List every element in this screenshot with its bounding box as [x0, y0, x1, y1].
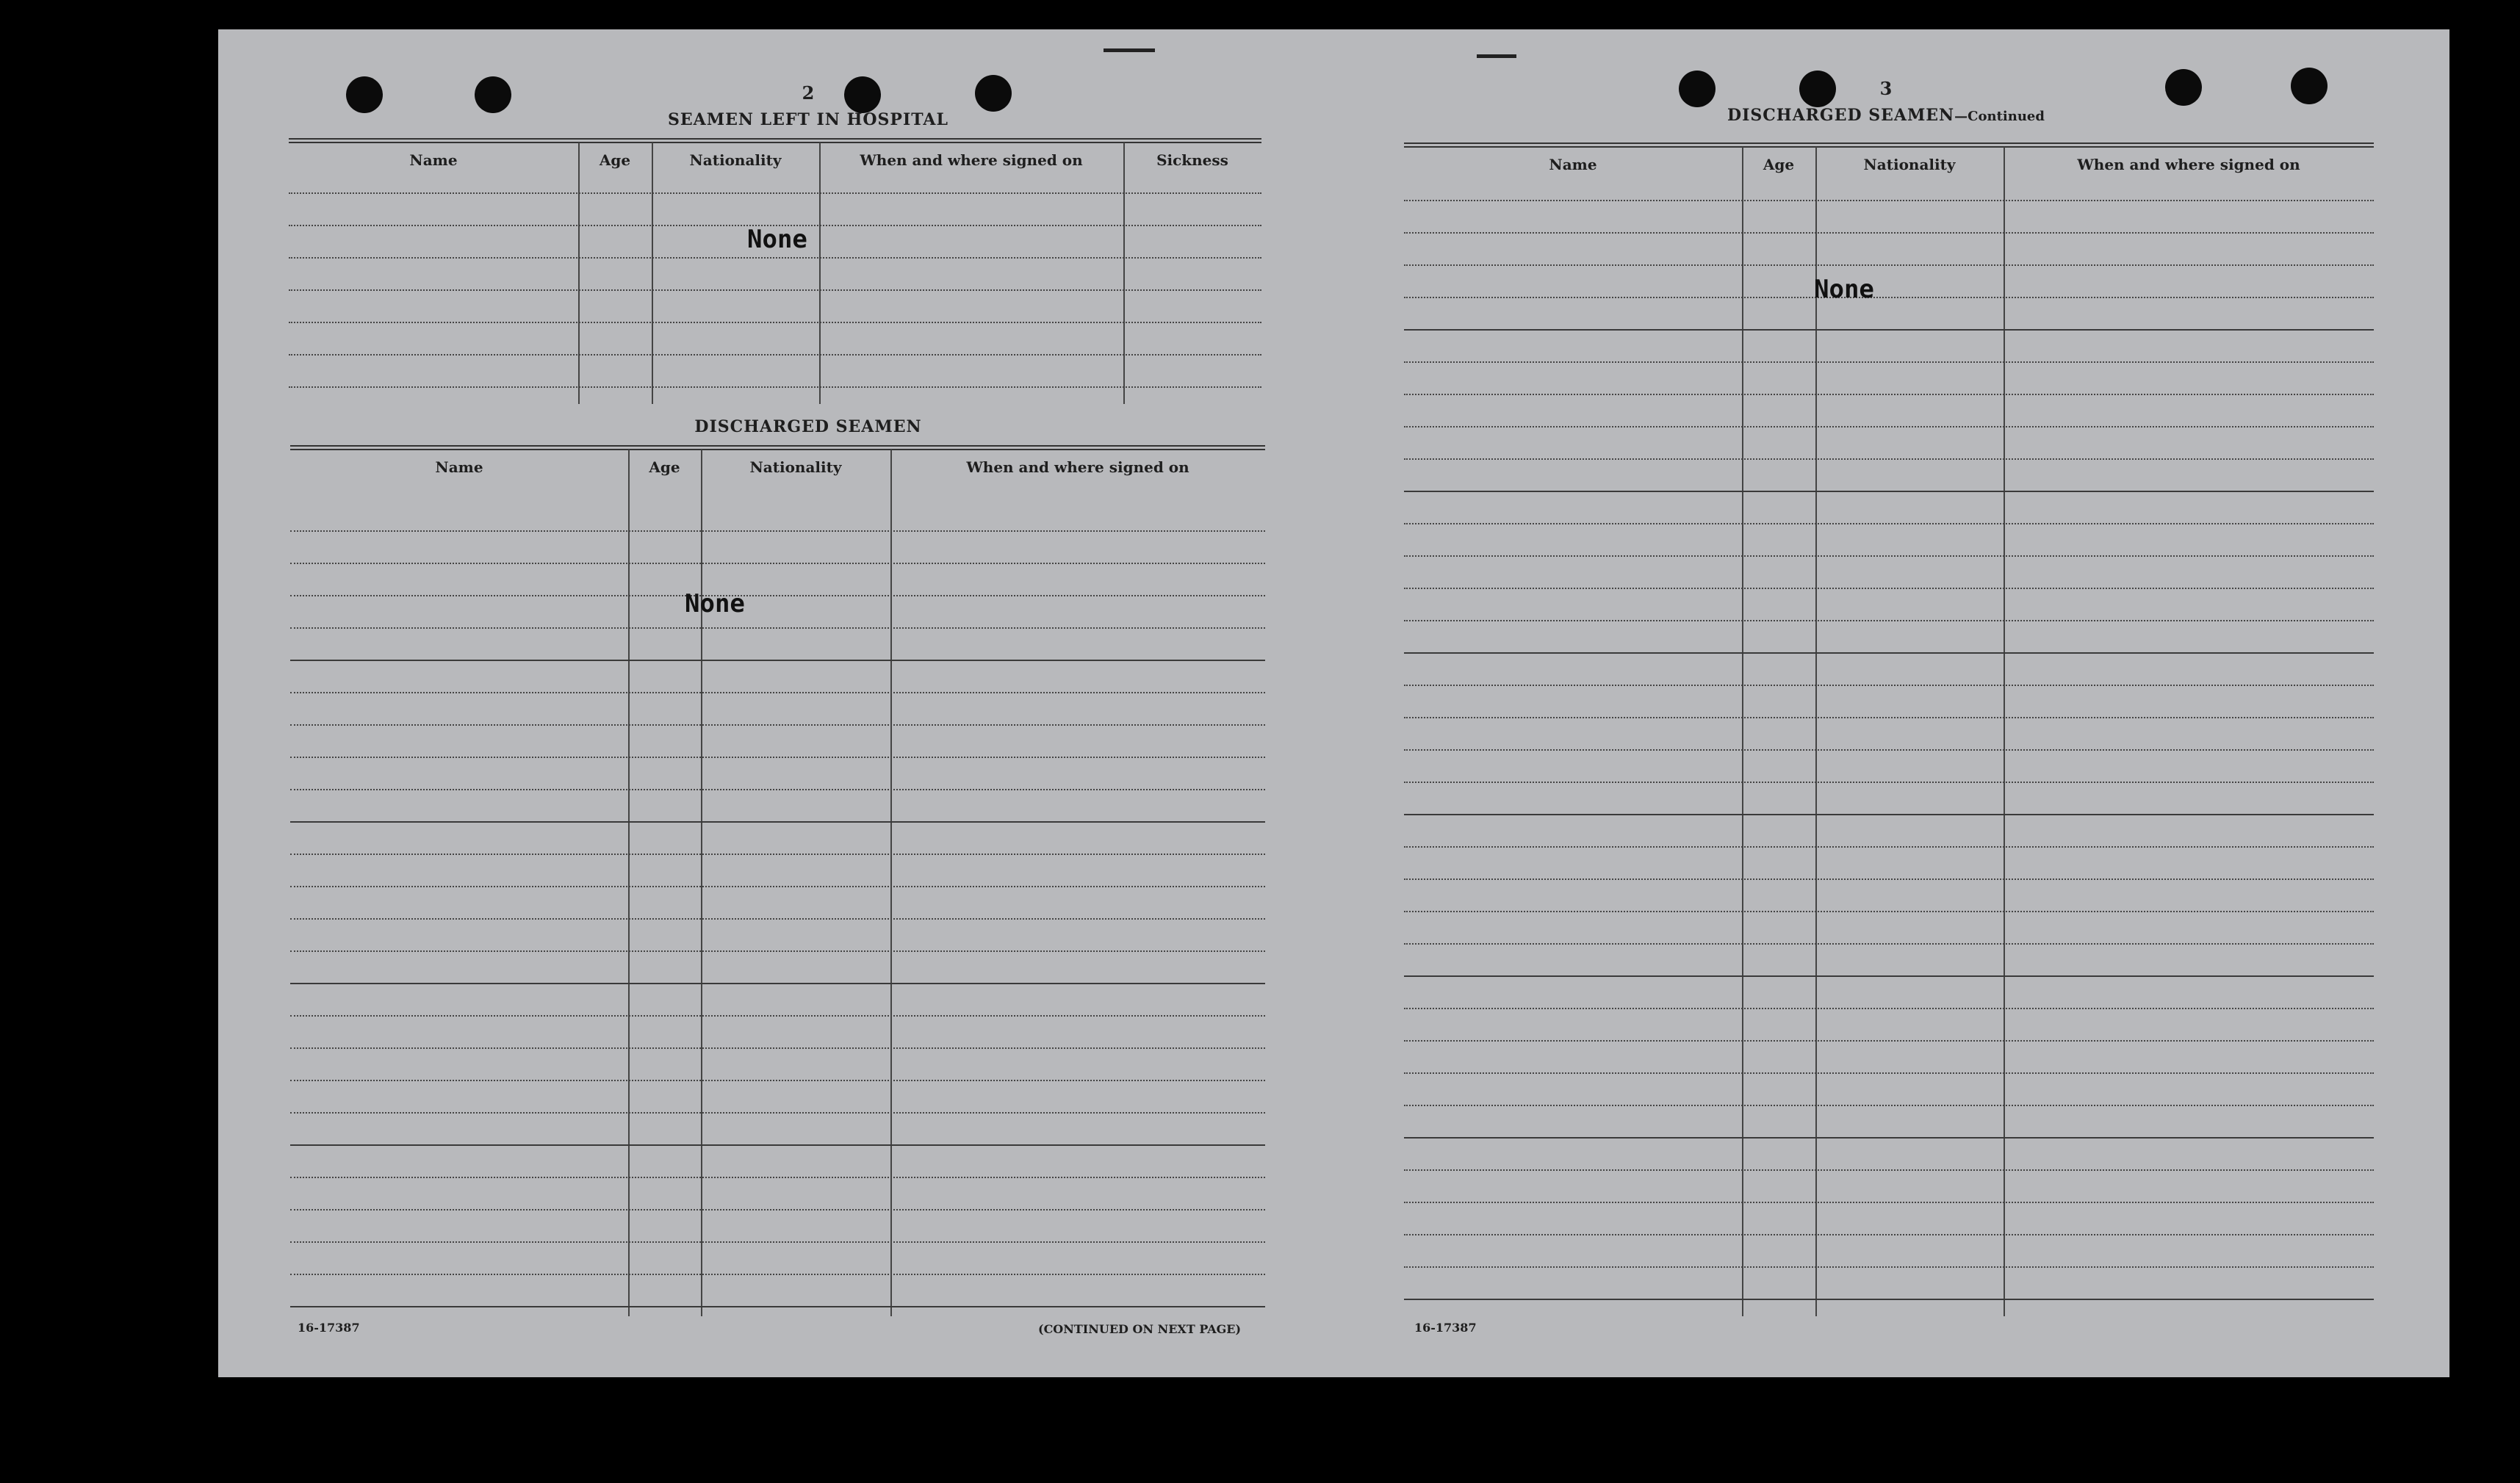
section-title-hospital: SEAMEN LEFT IN HOSPITAL — [668, 110, 948, 129]
column-header: Age — [599, 151, 631, 169]
column-header: Nationality — [749, 458, 842, 476]
punch-hole — [475, 76, 511, 113]
row-rule — [290, 660, 1265, 661]
section-title-continued — [1629, 106, 2143, 125]
row-rule — [289, 386, 1261, 388]
column-divider — [628, 450, 630, 1316]
row-rule — [290, 530, 1265, 532]
table-top-rule — [1404, 142, 2374, 148]
continued-note: (CONTINUED ON NEXT PAGE) — [1038, 1322, 1242, 1336]
row-rule — [1404, 975, 2374, 977]
form-number: 16-17387 — [1414, 1321, 1477, 1335]
row-rule — [1404, 329, 2374, 331]
row-rule — [290, 1144, 1265, 1146]
row-rule — [290, 1015, 1265, 1017]
entry-none-discharged: None — [685, 589, 745, 618]
column-header: Age — [649, 458, 680, 476]
row-rule — [1404, 685, 2374, 686]
column-divider — [1815, 147, 1817, 1316]
row-rule — [290, 821, 1265, 823]
punch-hole — [1679, 71, 1716, 107]
row-rule — [290, 1241, 1265, 1243]
row-rule — [290, 1209, 1265, 1210]
page-number: 2 — [802, 82, 815, 104]
row-rule — [289, 354, 1261, 356]
row-rule — [1404, 200, 2374, 201]
row-rule — [290, 563, 1265, 564]
row-rule — [289, 192, 1261, 194]
row-rule — [1404, 394, 2374, 395]
entry-none-hospital: None — [747, 225, 807, 254]
punch-hole — [2165, 69, 2202, 106]
scan-mark — [1477, 54, 1516, 58]
column-header: Name — [409, 151, 458, 169]
row-rule — [290, 983, 1265, 984]
table-top-rule — [289, 138, 1261, 143]
column-divider — [701, 450, 702, 1316]
column-header: When and where signed on — [860, 151, 1083, 169]
row-rule — [1404, 1072, 2374, 1074]
row-rule — [1404, 1299, 2374, 1300]
row-rule — [290, 1177, 1265, 1178]
row-rule — [290, 1047, 1265, 1049]
column-header: Nationality — [689, 151, 782, 169]
row-rule — [1404, 1266, 2374, 1268]
row-rule — [290, 789, 1265, 790]
row-rule — [290, 627, 1265, 629]
row-rule — [1404, 523, 2374, 524]
row-rule — [1404, 426, 2374, 427]
punch-hole — [346, 76, 383, 113]
row-rule — [1404, 555, 2374, 557]
row-rule — [290, 724, 1265, 726]
row-rule — [1404, 491, 2374, 492]
row-rule — [1404, 717, 2374, 718]
row-rule — [1404, 232, 2374, 234]
scan-mark — [1104, 48, 1155, 52]
row-rule — [290, 1306, 1265, 1307]
row-rule — [290, 918, 1265, 920]
row-rule — [1404, 1008, 2374, 1009]
row-rule — [1404, 458, 2374, 460]
table-top-rule — [290, 445, 1265, 450]
row-rule — [1404, 878, 2374, 880]
page-number: 3 — [1879, 78, 1893, 99]
row-rule — [1404, 264, 2374, 266]
row-rule — [289, 289, 1261, 291]
row-rule — [1404, 814, 2374, 815]
row-rule — [290, 692, 1265, 693]
row-rule — [1404, 846, 2374, 848]
row-rule — [290, 1080, 1265, 1081]
column-divider — [1742, 147, 1743, 1316]
row-rule — [1404, 943, 2374, 945]
row-rule — [1404, 782, 2374, 783]
column-divider — [578, 142, 580, 404]
section-title-discharged: DISCHARGED SEAMEN — [694, 417, 922, 436]
column-divider — [1123, 142, 1125, 404]
row-rule — [1404, 1105, 2374, 1106]
row-rule — [1404, 361, 2374, 363]
row-rule — [1404, 1040, 2374, 1042]
section-title-suffix: —Continued — [1954, 109, 2045, 124]
row-rule — [290, 1112, 1265, 1114]
column-header: When and where signed on — [2077, 156, 2300, 173]
document-sheet — [218, 29, 2449, 1377]
row-rule — [1404, 1234, 2374, 1235]
row-rule — [1404, 652, 2374, 654]
column-header: Age — [1763, 156, 1795, 173]
row-rule — [1404, 588, 2374, 589]
punch-hole — [975, 75, 1012, 112]
punch-hole — [2291, 68, 2328, 104]
column-header: Sickness — [1156, 151, 1228, 169]
column-divider — [652, 142, 653, 404]
row-rule — [290, 950, 1265, 952]
form-number: 16-17387 — [298, 1321, 360, 1335]
row-rule — [1404, 297, 2374, 298]
entry-none-continued: None — [1814, 275, 1874, 304]
row-rule — [290, 886, 1265, 887]
row-rule — [1404, 1169, 2374, 1171]
column-divider — [890, 450, 892, 1316]
row-rule — [290, 595, 1265, 596]
column-divider — [2004, 147, 2005, 1316]
row-rule — [289, 257, 1261, 259]
row-rule — [290, 757, 1265, 758]
column-header: When and where signed on — [966, 458, 1189, 476]
row-rule — [1404, 1202, 2374, 1203]
row-rule — [290, 854, 1265, 855]
column-header: Name — [435, 458, 483, 476]
row-rule — [1404, 620, 2374, 621]
section-title-main: DISCHARGED SEAMEN — [1727, 106, 1955, 125]
row-rule — [1404, 911, 2374, 912]
column-header: Name — [1549, 156, 1597, 173]
row-rule — [1404, 1137, 2374, 1139]
punch-hole — [1799, 71, 1836, 107]
column-divider — [819, 142, 821, 404]
row-rule — [289, 322, 1261, 323]
row-rule — [290, 1274, 1265, 1275]
row-rule — [1404, 749, 2374, 751]
column-header: Nationality — [1863, 156, 1956, 173]
